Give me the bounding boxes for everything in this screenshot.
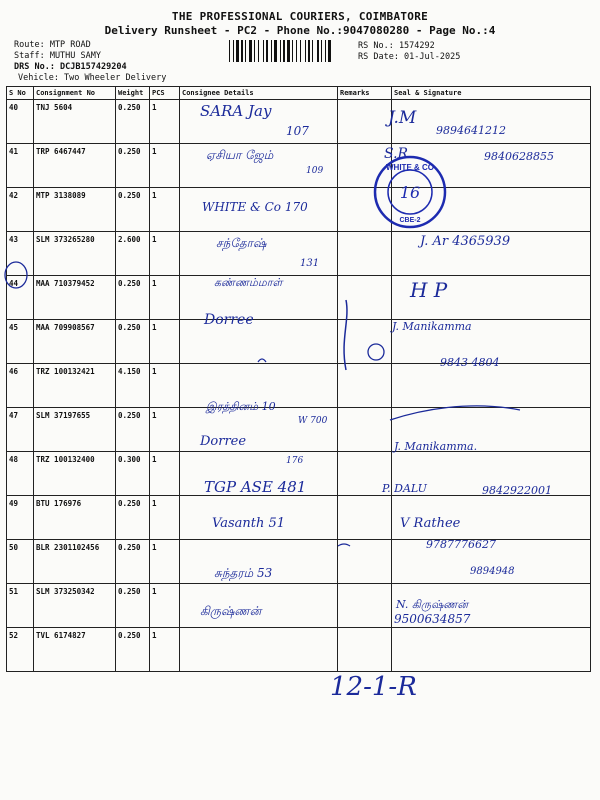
rs-number: RS No.: 1574292 — [358, 41, 435, 51]
hw-r51-name: சுந்தரம் 53 — [214, 566, 273, 580]
hw-r43-name: சந்தோஷ் — [216, 236, 267, 250]
col-weight: Weight — [116, 87, 150, 100]
strike-line-row-47 — [390, 406, 520, 420]
row-sno: 45 — [7, 320, 34, 364]
col-remarks: Remarks — [338, 87, 392, 100]
row-sno: 43 — [7, 232, 34, 276]
hw-r48-sig: J. Manikamma. — [394, 440, 478, 453]
row-weight: 0.250 — [116, 188, 150, 232]
row-weight: 0.250 — [116, 100, 150, 144]
row-weight: 0.250 — [116, 496, 150, 540]
hw-bottom-note: 12-1-R — [330, 672, 417, 702]
staff-label: Staff: MUTHU SAMY — [14, 51, 101, 61]
row-pcs: 1 — [150, 408, 180, 452]
row-pcs: 1 — [150, 100, 180, 144]
row-weight: 0.250 — [116, 144, 150, 188]
hw-r50-name: Vasanth 51 — [212, 516, 286, 531]
row-sno: 44 — [7, 276, 34, 320]
row-sno: 42 — [7, 188, 34, 232]
row-sno: 40 — [7, 100, 34, 144]
hw-r40-phone: 9894641212 — [436, 124, 506, 137]
hw-r52-name: கிருஷ்ணன் — [200, 604, 262, 618]
row-consignment-no: TNJ 5604 — [34, 100, 116, 144]
row-sno: 50 — [7, 540, 34, 584]
row-consignment-no: BLR 2301102456 — [34, 540, 116, 584]
hw-r50-sig: V Rathee — [400, 516, 461, 531]
row-sno: 47 — [7, 408, 34, 452]
row-consignment-no: BTU 176976 — [34, 496, 116, 540]
hw-r44-sig: H P — [410, 278, 448, 302]
route-label: Route: MTP ROAD — [14, 40, 91, 50]
row-consignment-no: SLM 373250342 — [34, 584, 116, 628]
hw-r40-name: SARA Jay — [200, 102, 272, 120]
row-consignment-no: TVL 6174827 — [34, 628, 116, 672]
row-consignment-no: TRZ 100132421 — [34, 364, 116, 408]
hw-r48-extra: 176 — [286, 456, 304, 466]
hw-r41-extra: 109 — [306, 166, 324, 176]
row-consignment-no: SLM 373265280 — [34, 232, 116, 276]
row-weight: 4.150 — [116, 364, 150, 408]
hw-r44-name: கண்ணம்மாள் — [214, 276, 283, 289]
row-sno: 51 — [7, 584, 34, 628]
bracket-mark — [344, 300, 347, 370]
row-pcs: 1 — [150, 144, 180, 188]
row-weight: 0.300 — [116, 452, 150, 496]
hw-r49-phone: 9842922001 — [482, 484, 552, 497]
row-weight: 0.250 — [116, 320, 150, 364]
row-weight: 2.600 — [116, 232, 150, 276]
tick-mark-row-50 — [338, 544, 350, 546]
row-pcs: 1 — [150, 232, 180, 276]
stamp-bottom-text: CBE-2 — [399, 217, 421, 224]
hw-r40-extra: 107 — [286, 124, 309, 138]
runsheet-subtitle: Delivery Runsheet - PC2 - Phone No.:9047080280 - Page No.:4 — [104, 24, 496, 37]
hw-r41-phone: 9840628855 — [484, 150, 554, 163]
hw-r43-sig: J. Ar 4365939 — [420, 234, 511, 249]
company-title: THE PROFESSIONAL COURIERS, COIMBATORE — [171, 10, 429, 23]
row-pcs: 1 — [150, 188, 180, 232]
row-sno: 46 — [7, 364, 34, 408]
row-weight: 0.250 — [116, 628, 150, 672]
hw-r48-name: Dorree — [200, 434, 247, 449]
hw-r47-name: இரத்தினம் 10 — [206, 400, 276, 413]
rs-date: RS Date: 01-Jul-2025 — [358, 52, 461, 62]
stamp-ring-text: WHITE & CO — [386, 163, 434, 172]
row-pcs: 1 — [150, 452, 180, 496]
col-signature: Seal & Signature — [392, 87, 591, 100]
row-sno: 41 — [7, 144, 34, 188]
col-pcs: PCS — [150, 87, 180, 100]
row-pcs: 1 — [150, 276, 180, 320]
hw-r52-phone: 9500634857 — [394, 612, 471, 626]
row-sno: 48 — [7, 452, 34, 496]
row-consignment-no: MAA 710379452 — [34, 276, 116, 320]
hw-r46-phone: 9843 4804 — [440, 356, 500, 369]
hw-r42-name: WHITE & Co 170 — [202, 200, 308, 214]
row-pcs: 1 — [150, 364, 180, 408]
row-sno: 49 — [7, 496, 34, 540]
col-consignee: Consignee Details — [180, 87, 338, 100]
circle-mark-row-44 — [5, 262, 27, 288]
stamp-center-text: 16 — [399, 183, 421, 202]
row-consignment-no: TRZ 100132400 — [34, 452, 116, 496]
hw-r47-extra: W 700 — [298, 416, 328, 426]
hw-r51-phone: 9894948 — [470, 566, 515, 577]
hw-r43-extra: 131 — [300, 258, 320, 269]
row-weight: 0.250 — [116, 408, 150, 452]
row-consignment-no: TRP 6467447 — [34, 144, 116, 188]
row-sno: 52 — [7, 628, 34, 672]
hw-r45-name: Dorree — [204, 312, 254, 328]
row-weight: 0.250 — [116, 584, 150, 628]
row-pcs: 1 — [150, 540, 180, 584]
hw-r41-sig: S.R — [384, 146, 409, 162]
row-pcs: 1 — [150, 584, 180, 628]
col-sno: S No — [7, 87, 34, 100]
hw-r41-name: ஏசியா ஜேம் — [206, 148, 274, 162]
circle-mark-row-46 — [368, 344, 384, 360]
row-weight: 0.250 — [116, 276, 150, 320]
hw-r46-sig: J. Manikamma — [392, 320, 472, 333]
tick-mark-row-46 — [258, 359, 266, 362]
hw-r49-name: TGP ASE 481 — [204, 478, 307, 496]
row-weight: 0.250 — [116, 540, 150, 584]
hw-r52-sig: N. கிருஷ்ணன் — [396, 598, 469, 611]
hw-r50-phone: 9787776627 — [426, 538, 496, 551]
drs-number: DRS No.: DCJB157429204 — [14, 62, 127, 72]
row-consignment-no: SLM 37197655 — [34, 408, 116, 452]
vehicle-label: Vehicle: Two Wheeler Delivery — [18, 73, 167, 83]
hw-r49-sig: P. DALU — [382, 482, 427, 495]
row-pcs: 1 — [150, 628, 180, 672]
col-consignment: Consignment No — [34, 87, 116, 100]
row-consignment-no: MAA 709908567 — [34, 320, 116, 364]
row-pcs: 1 — [150, 496, 180, 540]
hw-r40-sig: J.M — [388, 108, 417, 128]
row-pcs: 1 — [150, 320, 180, 364]
row-consignment-no: MTP 3138089 — [34, 188, 116, 232]
